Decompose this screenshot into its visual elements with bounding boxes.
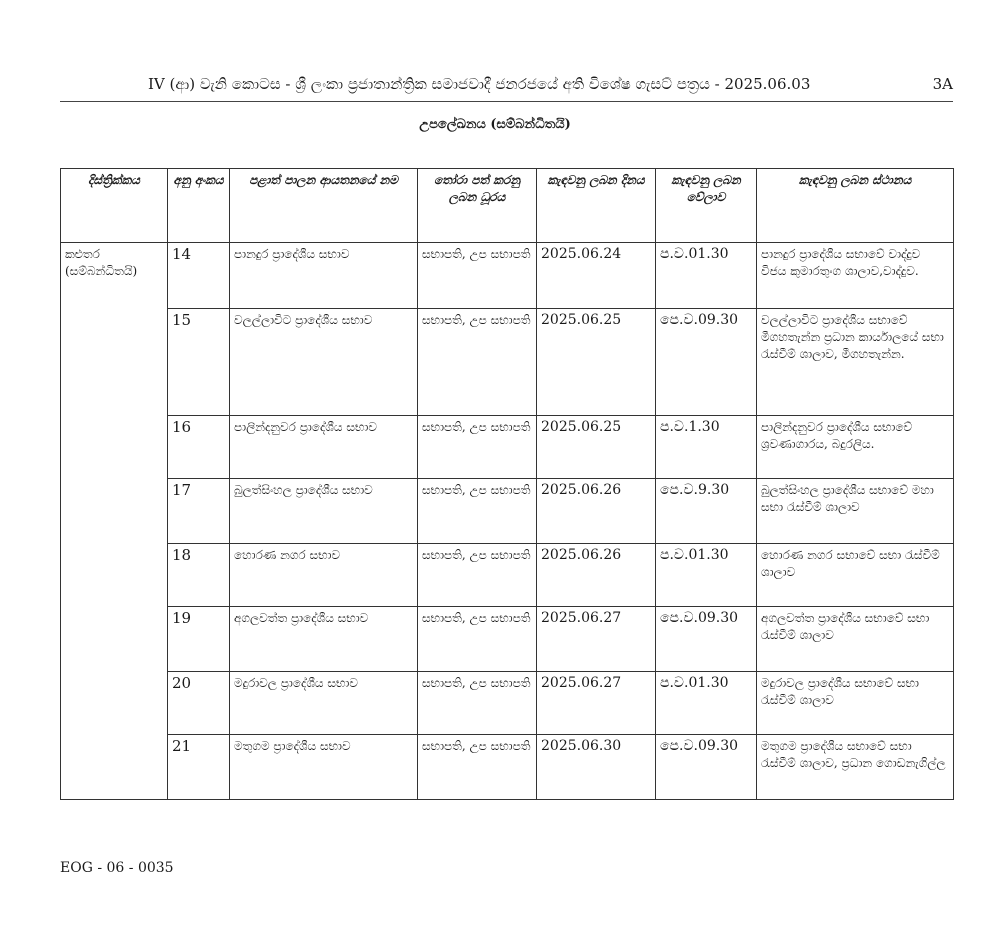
table-row (61, 735, 954, 800)
serial-cell: 14 (168, 243, 230, 309)
position-cell: සභාපති, උප සභාපති (418, 479, 537, 544)
authority-cell: පානදුර ප්‍රාදේශීය සභාව (230, 243, 418, 309)
position-cell: සභාපති, උප සභාපති (418, 672, 537, 735)
date-cell: 2025.06.25 (537, 416, 656, 479)
time-cell: පෙ.ව.09.30 (656, 735, 757, 800)
table-row (61, 544, 954, 607)
serial-cell: 20 (168, 672, 230, 735)
table-row (61, 607, 954, 672)
serial-cell: 21 (168, 735, 230, 800)
header-authority: පළාත් පාලන ආයතනයේ නම (230, 169, 418, 243)
page-number: 3A (932, 75, 953, 93)
header-position: තෝරා පත් කරනු ලබන ධූරය (418, 169, 537, 243)
serial-cell: 15 (168, 309, 230, 416)
time-cell: ප.ව.01.30 (656, 243, 757, 309)
header-time: කැඳවනු ලබන වේලාව (656, 169, 757, 243)
serial-cell: 19 (168, 607, 230, 672)
venue-cell: වලල්ලාවිට ප්‍රාදේශීය සභාවේ මීගහතැන්න ප්‍රධාන කාර්යාලයේ සභා රැස්වීම් ශාලාව, මීගහතැන්න. (757, 309, 954, 416)
date-cell: 2025.06.26 (537, 479, 656, 544)
venue-cell: අගලවත්ත ප්‍රාදේශීය සභාවේ සභා රැස්වීම් ශාලාව (757, 607, 954, 672)
authority-cell: බුලත්සිංහල ප්‍රාදේශීය සභාව (230, 479, 418, 544)
position-cell: සභාපති, උප සභාපති (418, 243, 537, 309)
schedule-table (60, 168, 954, 800)
venue-cell: පානදුර ප්‍රාදේශීය සභාවේ වාද්දුව විජය කුමාරතුංග ශාලාව,වාද්දුව. (757, 243, 954, 309)
header-divider (60, 101, 953, 102)
time-cell: පෙ.ව.9.30 (656, 479, 757, 544)
authority-cell: හොරණ නගර සභාව (230, 544, 418, 607)
authority-cell: පාලින්දනුවර ප්‍රාදේශීය සභාව (230, 416, 418, 479)
time-cell: පෙ.ව.09.30 (656, 607, 757, 672)
date-cell: 2025.06.30 (537, 735, 656, 800)
authority-cell: වලල්ලාවිට ප්‍රාදේශීය සභාව (230, 309, 418, 416)
date-cell: 2025.06.25 (537, 309, 656, 416)
date-cell: 2025.06.27 (537, 607, 656, 672)
venue-cell: හොරණ නගර සභාවේ සභා රැස්වීම් ශාලාව (757, 544, 954, 607)
venue-cell: පාලින්දනුවර ප්‍රාදේශීය සභාවේ ශ්‍රවණාගාරය, බදුරලිය. (757, 416, 954, 479)
venue-cell: මදුරාවල ප්‍රාදේශීය සභාවේ සභා රැස්වීම් ශාලාව (757, 672, 954, 735)
position-cell: සභාපති, උප සභාපති (418, 735, 537, 800)
date-cell: 2025.06.24 (537, 243, 656, 309)
date-cell: 2025.06.27 (537, 672, 656, 735)
authority-cell: අගලවත්ත ප්‍රාදේශීය සභාව (230, 607, 418, 672)
document-code: EOG - 06 - 0035 (60, 860, 174, 876)
time-cell: පෙ.ව.09.30 (656, 309, 757, 416)
time-cell: ප.ව.1.30 (656, 416, 757, 479)
time-cell: ප.ව.01.30 (656, 672, 757, 735)
date-cell: 2025.06.26 (537, 544, 656, 607)
table-row (61, 479, 954, 544)
position-cell: සභාපති, උප සභාපති (418, 416, 537, 479)
authority-cell: මතුගම ප්‍රාදේශීය සභාව (230, 735, 418, 800)
time-cell: ප.ව.01.30 (656, 544, 757, 607)
schedule-subtitle: උපලේඛනය (සම්බන්ධිතයි) (419, 117, 571, 132)
position-cell: සභාපති, උප සභාපති (418, 607, 537, 672)
position-cell: සභාපති, උප සභාපති (418, 309, 537, 416)
venue-cell: මතුගම ප්‍රාදේශීය සභාවේ සභා රැස්වීම් ශාලාව, ප්‍රධාන ගොඩනැගිල්ල (757, 735, 954, 800)
table-header-row (61, 169, 954, 243)
serial-cell: 16 (168, 416, 230, 479)
serial-cell: 18 (168, 544, 230, 607)
position-cell: සභාපති, උප සභාපති (418, 544, 537, 607)
header-venue: කැඳවනු ලබන ස්ථානය (757, 169, 954, 243)
serial-cell: 17 (168, 479, 230, 544)
header-district: දිස්ත්‍රික්කය (61, 169, 168, 243)
header-date: කැඳවනු ලබන දිනය (537, 169, 656, 243)
gazette-title: IV (ආ) වැනි කොටස - ශ්‍රී ලංකා ප්‍රජාතාන්ත්‍රික සමාජවාදී ජනරජයේ අති විශේෂ ගැසට් පත්‍රය - 2025.06.03 (148, 75, 811, 93)
district-cell: කළුතර (සම්බන්ධිතයි) (61, 243, 168, 800)
table-row (61, 309, 954, 416)
table-row (61, 243, 954, 309)
header-serial: අනු අංකය (168, 169, 230, 243)
authority-cell: මදුරාවල ප්‍රාදේශීය සභාව (230, 672, 418, 735)
venue-cell: බුලත්සිංහල ප්‍රාදේශීය සභාවේ මහා සභා රැස්වීම් ශාලාව (757, 479, 954, 544)
table-row (61, 672, 954, 735)
table-row (61, 416, 954, 479)
